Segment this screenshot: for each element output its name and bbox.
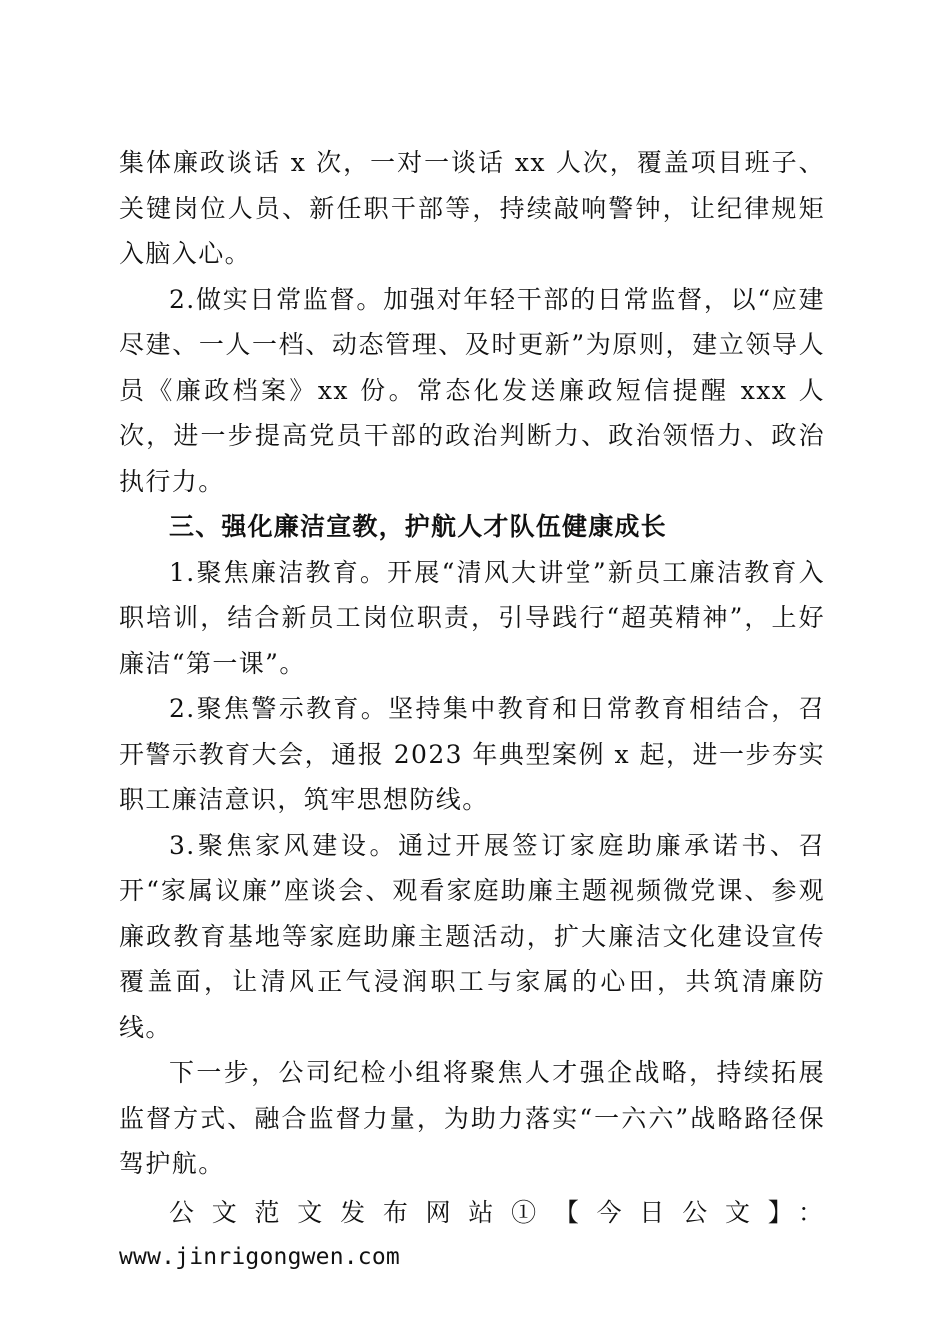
- footer-url-link[interactable]: www.jinrigongwen.com: [119, 1244, 400, 1270]
- footer-site-label: 公文范文发布网站①【今日公文】：: [169, 1197, 825, 1227]
- paragraph-family-style: 3.聚焦家风建设。通过开展签订家庭助廉承诺书、召开“家属议廉”座谈会、观看家庭助廉主题视频微党课、参观廉政教育基地等家庭助廉主题活动，扩大廉洁文化建设宣传覆盖面，让清风正气浸润职工与家属的心田，共筑清廉防线。: [119, 830, 825, 1042]
- document-page: [119, 140, 825, 1281]
- paragraph-next-step: 下一步，公司纪检小组将聚焦人才强企战略，持续拓展监督方式、融合监督力量，为助力落实“一六六”战略路径保驾护航。: [119, 1058, 825, 1178]
- section-heading-three: 三、强化廉洁宣教，护航人才队伍健康成长: [169, 512, 667, 541]
- paragraph-daily-supervision: 2.做实日常监督。加强对年轻干部的日常监督，以“应建尽建、一人一档、动态管理、及时更新”为原则，建立领导人员《廉政档案》xx 份。常态化发送廉政短信提醒 xxx 人次，进一步提高党员干部的政治判断力、政治领悟力、政治执行力。: [119, 284, 825, 496]
- paragraph-integrity-education: 1.聚焦廉洁教育。开展“清风大讲堂”新员工廉洁教育入职培训，结合新员工岗位职责，引导践行“超英精神”，上好廉洁“第一课”。: [119, 557, 825, 678]
- paragraph-talks: 集体廉政谈话 x 次，一对一谈话 xx 人次，覆盖项目班子、关键岗位人员、新任职干部等，持续敲响警钟，让纪律规矩入脑入心。: [119, 148, 825, 268]
- paragraph-warning-education: 2.聚焦警示教育。坚持集中教育和日常教育相结合，召开警示教育大会，通报 2023 年典型案例 x 起，进一步夯实职工廉洁意识，筑牢思想防线。: [119, 694, 825, 814]
